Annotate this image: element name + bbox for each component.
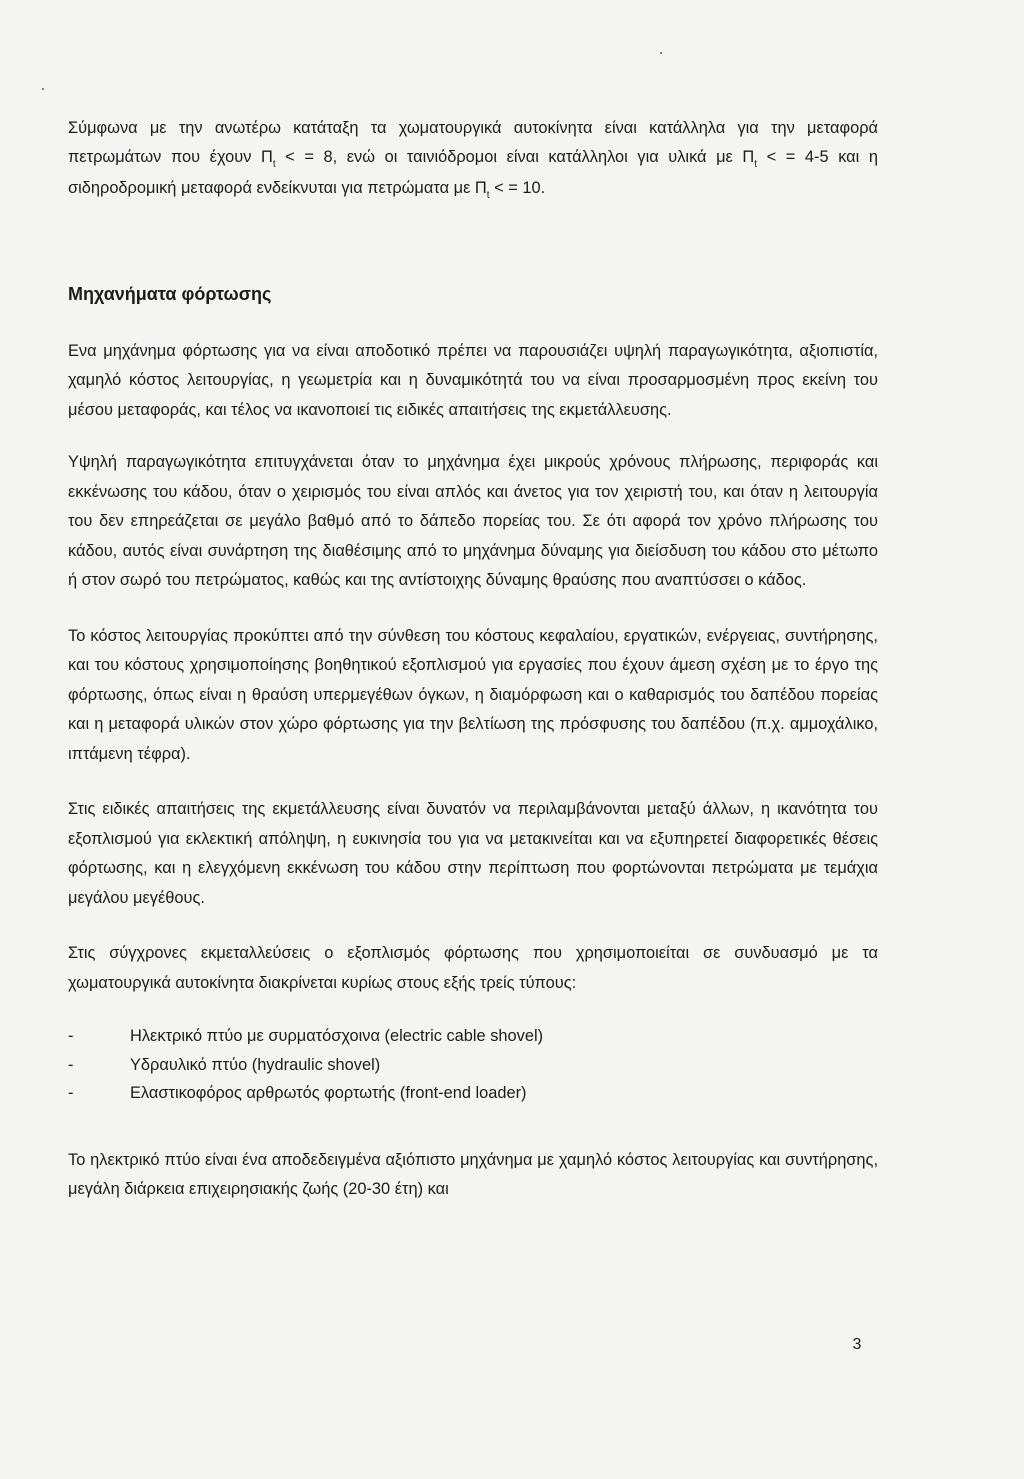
subscript-t: t xyxy=(272,158,276,170)
list-item: - Ηλεκτρικό πτύο με συρματόσχοινα (electric cable shovel) xyxy=(68,1027,544,1045)
paragraph-special-requirements: Στις ειδικές απαιτήσεις της εκμετάλλευσης είναι δυνατόν να περιλαμβάνονται μεταξύ άλλων, η ικανότητα του εξοπλισμού για εκλεκτική απόληψη, η ευκινησία του για να μετακινείται και να εξυπηρετεί διαφορετικές θέσεις φόρτωσης, και η ελεγχόμενη εκκένωση του κάδου στην περίπτωση που φορτώνονται πετρώματα με τεμάχια μεγάλου μεγέθους. xyxy=(68,800,878,907)
intro-paragraph: Σύμφωνα με την ανωτέρω κατάταξη τα χωματουργικά αυτοκίνητα είναι κατάλληλα για την μεταφορά πετρωμάτων που έχουν $\Pi_t$ < = 8, ενώ οι ταινιόδρομοι είναι κατάλληλοι για υλικά με $\Pi_t$ < = 4-5 και η σιδηροδρομική μεταφορά ενδείκνυται για πετρώματα με $\Pi_t$ < = 10. xyxy=(68,119,878,201)
paragraph-equipment-types: Στις σύγχρονες εκμεταλλεύσεις ο εξοπλισμός φόρτωσης που χρησιμοποιείται σε συνδυασμό με τα χωματουργικά αυτοκίνητα διακρίνεται κυρίως στους εξής τρείς τύπους: xyxy=(68,944,878,992)
paragraph-electric-shovel: Το ηλεκτρικό πτύο είναι ένα αποδεδειγμένα αξιόπιστο μηχάνημα με χαμηλό κόστος λειτουργίας και συντήρησης, μεγάλη διάρκεια επιχειρησιακής ζωής (20-30 έτη) και xyxy=(68,1150,878,1198)
subscript-t: t xyxy=(754,158,758,170)
list-item: - Υδραυλικό πτύο (hydraulic shovel) xyxy=(68,1055,381,1074)
page-number: 3 xyxy=(852,1336,862,1353)
paragraph-operating-cost: Το κόστος λειτουργίας προκύπτει από την σύνθεση του κόστους κεφαλαίου, εργατικών, ενέργειας, συντήρησης, και του κόστους χρησιμοποίησης βοηθητικού εξοπλισμού για εργασίες που έχουν άμεση σχέση με το έργο της φόρτωσης, όπως είναι η θραύση υπερμεγέθων όγκων, η διαμόρφωση και ο καθαρισμός του δαπέδου πορείας και η μεταφορά υλικών στον χώρο φόρτωσης για την βελτίωση της πρόσφυσης του δαπέδου (π.χ. αμμοχάλικο, ιπτάμενη τέφρα). xyxy=(68,626,878,763)
section-heading: Μηχανήματα φόρτωσης xyxy=(68,283,272,304)
equipment-list xyxy=(68,1022,878,1108)
page-content xyxy=(68,114,878,1205)
scan-speck xyxy=(42,88,44,90)
paragraph-requirements: Ενα μηχάνημα φόρτωσης για να είναι αποδοτικό πρέπει να παρουσιάζει υψηλή παραγωγικότητα, αξιοπιστία, χαμηλό κόστος λειτουργίας, η γεωμετρία και η δυναμικότητά του να είναι προσαρμοσμένη προς εκείνη του μέσου μεταφοράς, και τέλος να ικανοποιεί τις ειδικές απαιτήσεις της εκμετάλλευσης. xyxy=(68,341,878,419)
scan-speck xyxy=(660,52,662,54)
paragraph-productivity: Υψηλή παραγωγικότητα επιτυγχάνεται όταν το μηχάνημα έχει μικρούς χρόνους πλήρωσης, περιφοράς και εκκένωσης του κάδου, όταν ο χειρισμός του είναι απλός και άνετος για τον χειριστή του, και όταν η λειτουργία του δεν επηρεάζεται σε μεγάλο βαθμό από το δάπεδο πορείας του. Σε ότι αφορά τον χρόνο πλήρωσης του κάδου, αυτός είναι συνάρτηση της διαθέσιμης από το μηχάνημα δύναμης για διείσδυση του κάδου στο μέτωπο ή στον σωρό του πετρώματος, καθώς και της αντίστοιχης δύναμης θραύσης που αναπτύσσει ο κάδος. xyxy=(68,453,878,589)
subscript-t: t xyxy=(486,190,490,201)
list-item: - Ελαστικοφόρος αρθρωτός φορτωτής (front-end loader) xyxy=(68,1084,527,1102)
